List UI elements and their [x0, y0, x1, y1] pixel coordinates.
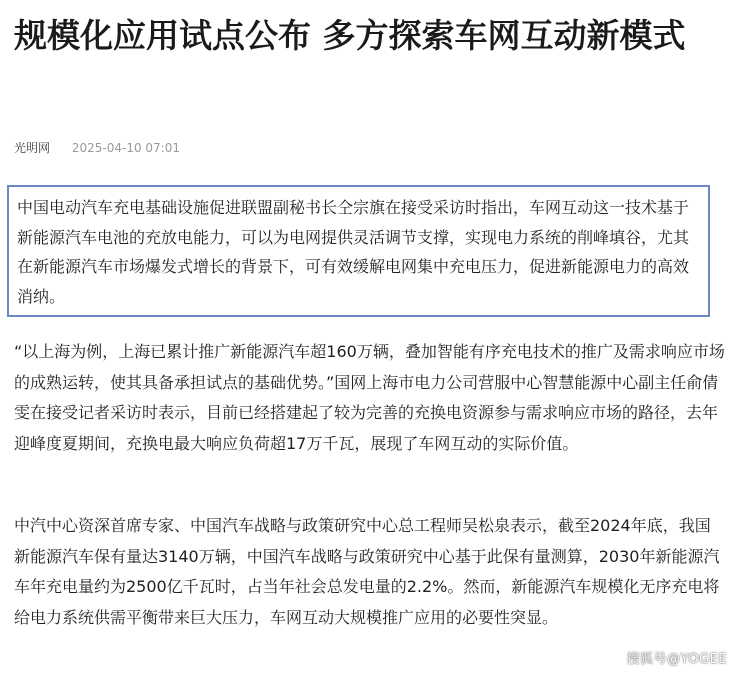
article-paragraph-1: “以上海为例，上海已累计推广新能源汽车超160万辆，叠加智能有序充电技术的推广及需求响应市场的成熟运转，使其具备承担试点的基础优势。”国网上海市电力公司营服中心智慧能源中心副主任俞倩雯在接受记者采访时表示，目前已经搭建起了较为完善的充换电资源参与需求响应市场的路径，去年迎峰度夏期间，充换电最大响应负荷超17万千瓦，展现了车网互动的实际价值。 — [14, 342, 725, 453]
article-source[interactable]: 光明网 — [14, 141, 51, 155]
article-summary-box: 中国电动汽车充电基础设施促进联盟副秘书长仝宗旗在接受采访时指出，车网互动这一技术基于新能源汽车电池的充放电能力，可以为电网提供灵活调节支撑，实现电力系统的削峰填谷，尤其在新能源汽车市场爆发式增长的背景下，可有效缓解电网集中充电压力，促进新能源电力的高效消纳。 — [7, 185, 710, 317]
article-paragraph-2: 中汽中心资深首席专家、中国汽车战略与政策研究中心总工程师吴松泉表示，截至2024年底，我国新能源汽车保有量达3140万辆，中国汽车战略与政策研究中心基于此保有量测算，2030年新能源汽车年充电量约为2500亿千瓦时，占当年社会总发电量的2.2%。然而，新能源汽车规模化无序充电将给电力系统供需平衡带来巨大压力，车网互动大规模推广应用的必要性突显。 — [14, 516, 720, 627]
article-title: 规模化应用试点公布 多方探索车网互动新模式 — [14, 16, 686, 55]
watermark: 搜狐号@YOGEE — [626, 652, 727, 667]
article-meta — [14, 140, 180, 156]
article-date: 2025-04-10 07:01 — [71, 141, 180, 155]
